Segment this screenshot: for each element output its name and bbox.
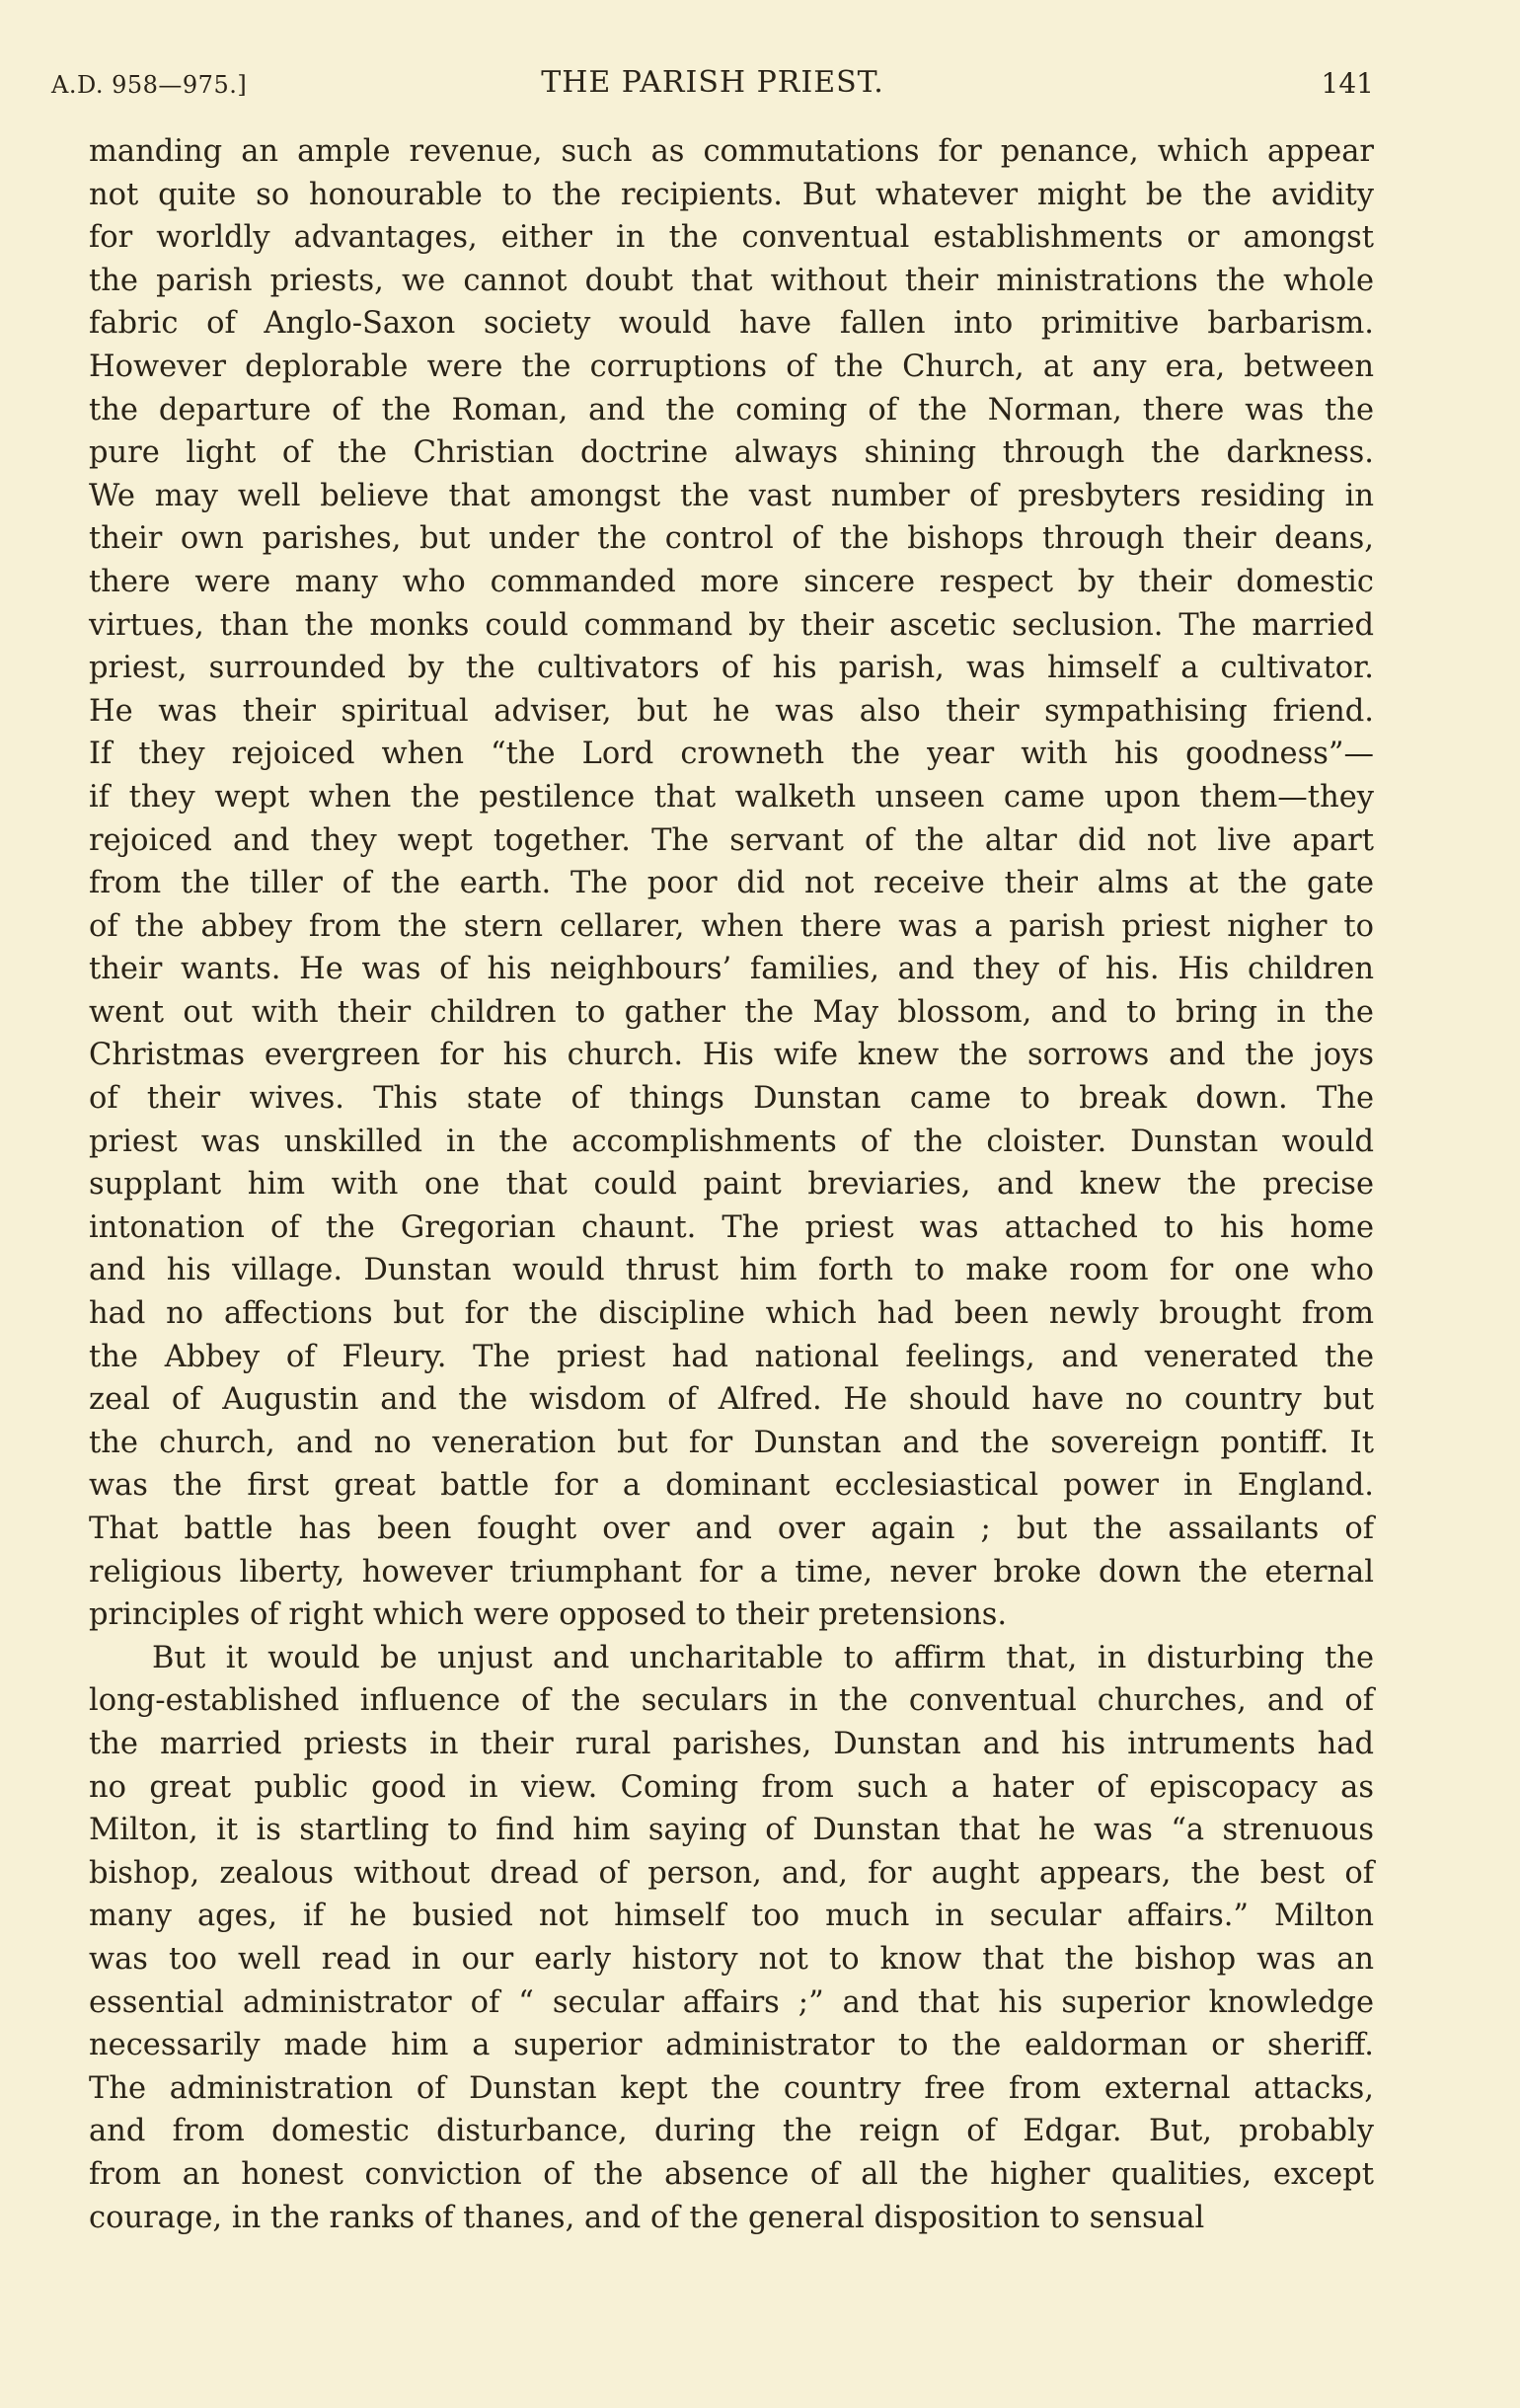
text-line: religious liberty, however triumphant for a time, never broke down the eternal xyxy=(89,1554,1374,1590)
text-line: the parish priests, we cannot doubt that without their ministrations the whole xyxy=(89,263,1374,298)
body-text xyxy=(89,130,1374,2239)
text-line: of the abbey from the stern cellarer, when there was a parish priest nigher to xyxy=(89,908,1374,944)
text-line: rejoiced and they wept together. The servant of the altar did not live apart xyxy=(89,822,1374,858)
text-line: manding an ample revenue, such as commutations for penance, which appear xyxy=(89,134,1374,169)
text-line: courage, in the ranks of thanes, and of the general disposition to sensual xyxy=(89,2200,1205,2235)
text-line: zeal of Augustin and the wisdom of Alfred. He should have no country but xyxy=(89,1382,1374,1418)
text-line: and his village. Dunstan would thrust him forth to make room for one who xyxy=(89,1253,1374,1288)
text-line: virtues, than the monks could command by their ascetic seclusion. The married xyxy=(89,607,1374,643)
text-line: if they wept when the pestilence that walketh unseen came upon them—they xyxy=(89,779,1374,815)
text-line: was the first great battle for a dominant ecclesiastical power in England. xyxy=(89,1468,1374,1504)
text-line: of their wives. This state of things Dunstan came to break down. The xyxy=(89,1081,1374,1117)
text-line: from an honest conviction of the absence of all the higher qualities, except xyxy=(89,2156,1374,2192)
text-line: pure light of the Christian doctrine always shining through the darkness. xyxy=(89,435,1374,471)
text-line: priest was unskilled in the accomplishments of the cloister. Dunstan would xyxy=(89,1124,1374,1159)
page-number: 141 xyxy=(1321,67,1374,100)
text-line: long-established influence of the seculars in the conventual churches, and of xyxy=(89,1683,1374,1719)
text-line: the church, and no veneration but for Dunstan and the sovereign pontiff. It xyxy=(89,1425,1374,1460)
text-line: priest, surrounded by the cultivators of his parish, was himself a cultivator. xyxy=(89,651,1374,686)
text-line: fabric of Anglo-Saxon society would have fallen into primitive barbarism. xyxy=(89,306,1374,342)
running-head xyxy=(51,65,1374,105)
paragraph-1 xyxy=(89,130,1374,1637)
text-line: However deplorable were the corruptions of the Church, at any era, between xyxy=(89,349,1374,384)
text-line: supplant him with one that could paint breviaries, and knew the precise xyxy=(89,1167,1374,1203)
text-line: If they rejoiced when “the Lord crowneth the year with his goodness”— xyxy=(89,737,1374,772)
text-line: Christmas evergreen for his church. His wife knew the sorrows and the joys xyxy=(89,1038,1374,1073)
text-line: had no affections but for the discipline which had been newly brought from xyxy=(89,1296,1374,1332)
text-line: no great public good in view. Coming from such a hater of episcopacy as xyxy=(89,1769,1374,1805)
text-line: Milton, it is startling to find him saying of Dunstan that he was “a strenuous xyxy=(89,1813,1374,1848)
text-line: the married priests in their rural parishes, Dunstan and his intruments had xyxy=(89,1726,1374,1761)
chapter-title: THE PARISH PRIEST. xyxy=(541,65,884,100)
paragraph-2 xyxy=(89,1637,1374,2239)
text-line: principles of right which were opposed to their pretensions. xyxy=(89,1597,1008,1633)
text-line: their wants. He was of his neighbours’ families, and they of his. His children xyxy=(89,952,1374,987)
text-line: there were many who commanded more sincere respect by their domestic xyxy=(89,564,1374,599)
text-line: not quite so honourable to the recipients. But whatever might be the avidity xyxy=(89,177,1374,212)
text-line: went out with their children to gather the May blossom, and to bring in the xyxy=(89,994,1374,1030)
text-line: The administration of Dunstan kept the country free from external attacks, xyxy=(89,2070,1374,2106)
text-line: their own parishes, but under the control of the bishops through their deans, xyxy=(89,521,1374,557)
text-line: from the tiller of the earth. The poor did not receive their alms at the gate xyxy=(89,866,1374,901)
text-line: the Abbey of Fleury. The priest had national feelings, and venerated the xyxy=(89,1339,1374,1374)
text-line: many ages, if he busied not himself too much in secular affairs.” Milton xyxy=(89,1899,1374,1934)
text-line: and from domestic disturbance, during the reign of Edgar. But, probably xyxy=(89,2114,1374,2149)
text-line: But it would be unjust and uncharitable to affirm that, in disturbing the xyxy=(152,1640,1374,1675)
text-line: That battle has been fought over and over again ; but the assailants of xyxy=(89,1512,1374,1546)
text-line: the departure of the Roman, and the coming of the Norman, there was the xyxy=(89,392,1374,427)
text-line: bishop, zealous without dread of person, and, for aught appears, the best of xyxy=(89,1855,1374,1891)
text-line: intonation of the Gregorian chaunt. The priest was attached to his home xyxy=(89,1209,1374,1245)
text-line: He was their spiritual adviser, but he was also their sympathising friend. xyxy=(89,693,1374,729)
text-line: necessarily made him a superior administrator to the ealdorman or sheriff. xyxy=(89,2028,1374,2063)
date-range: A.D. 958—975.] xyxy=(51,71,248,99)
text-line: We may well believe that amongst the vast number of presbyters residing in xyxy=(89,478,1374,513)
text-line: for worldly advantages, either in the conventual establishments or amongst xyxy=(89,220,1374,256)
text-line: was too well read in our early history not to know that the bishop was an xyxy=(89,1941,1374,1977)
text-line: essential administrator of “ secular affairs ;” and that his superior knowledge xyxy=(89,1984,1374,2020)
